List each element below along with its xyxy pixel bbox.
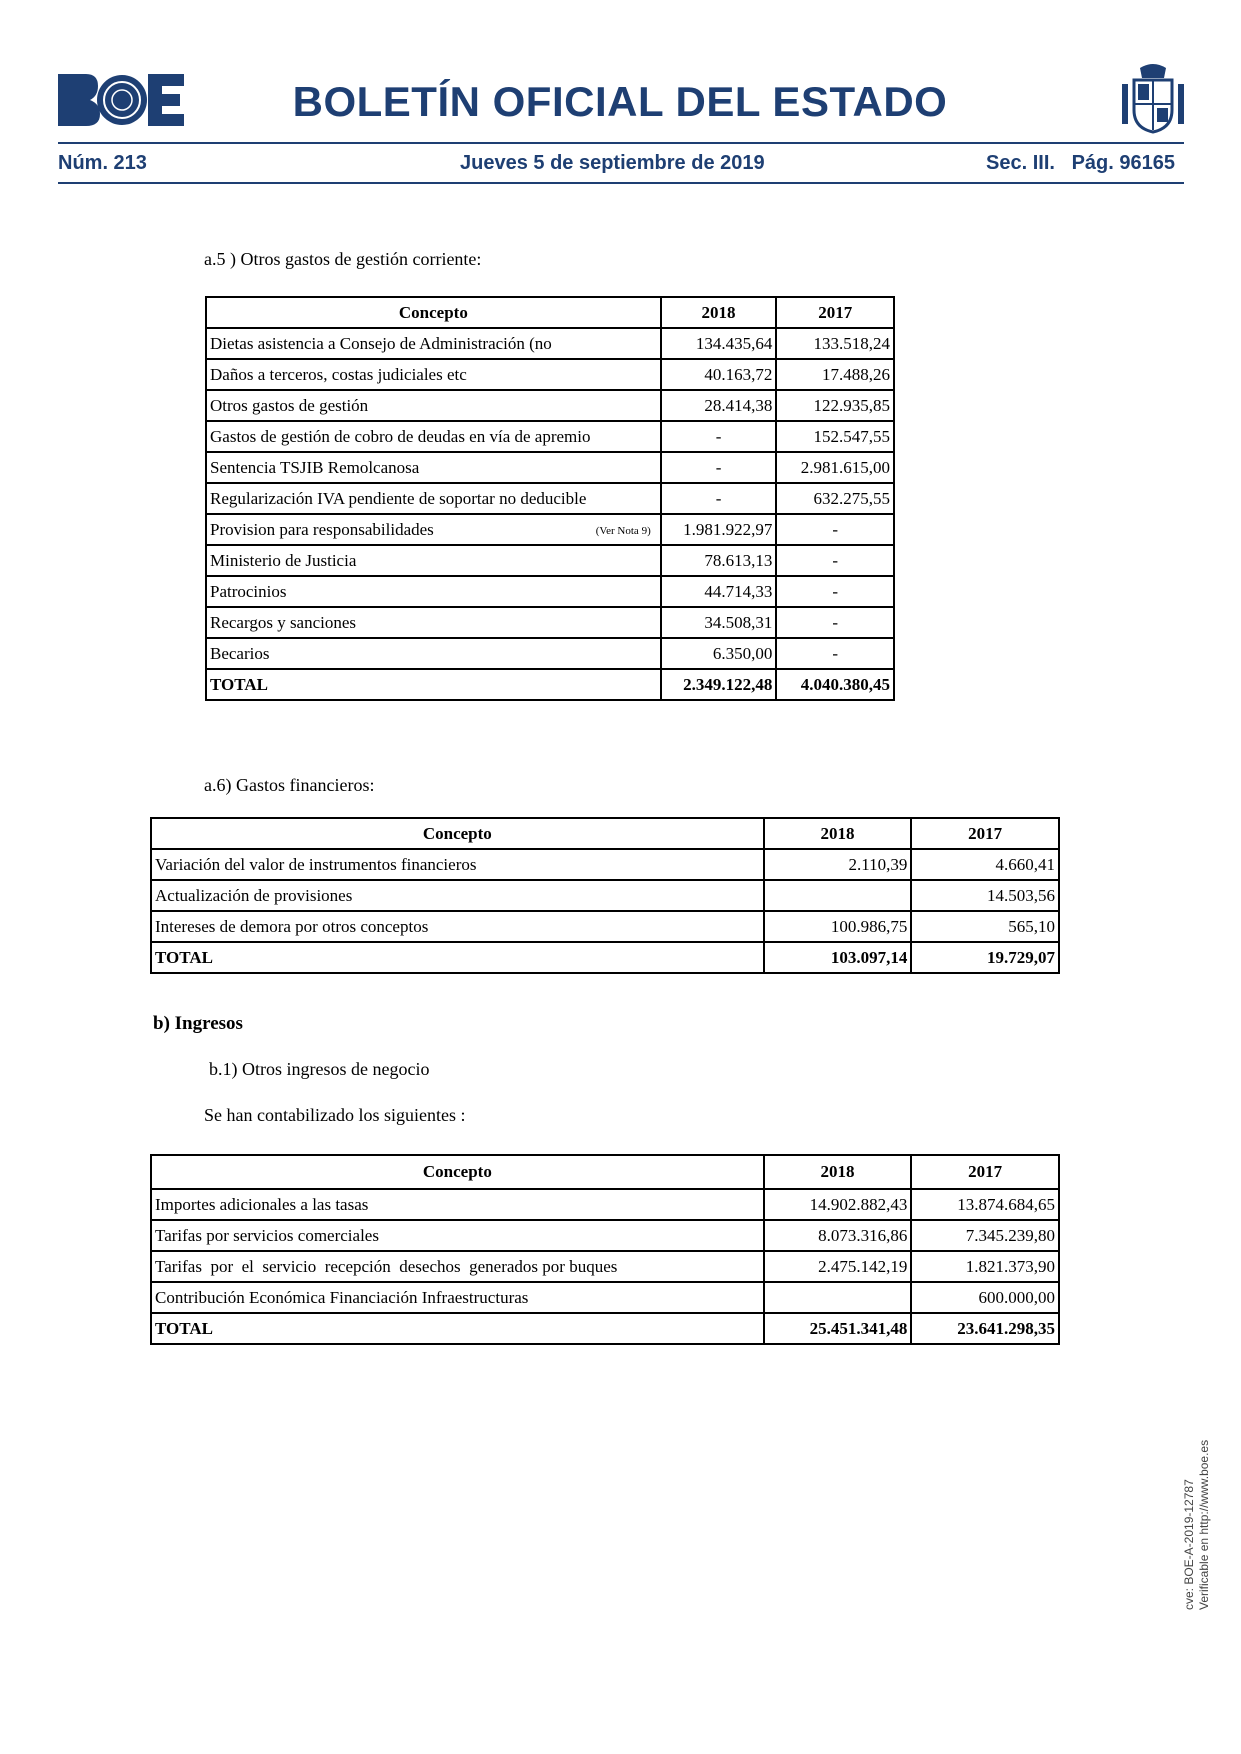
concepto-cell bbox=[206, 483, 661, 514]
value-cell-y2017: 565,10 bbox=[911, 911, 1059, 942]
concepto-label: TOTAL bbox=[210, 674, 268, 694]
column-header: Concepto bbox=[151, 1155, 764, 1189]
table-total-row bbox=[151, 1313, 1059, 1344]
value-cell-y2018: 14.902.882,43 bbox=[764, 1189, 912, 1220]
column-header: 2018 bbox=[764, 1155, 912, 1189]
value-cell-y2017: 133.518,24 bbox=[776, 328, 894, 359]
value-cell-y2018: 2.349.122,48 bbox=[661, 669, 777, 700]
value-cell-y2018: 78.613,13 bbox=[661, 545, 777, 576]
concepto-label: Becarios bbox=[210, 643, 270, 663]
concepto-cell bbox=[206, 452, 661, 483]
table-row bbox=[151, 849, 1059, 880]
concepto-cell bbox=[151, 1220, 764, 1251]
value-cell-y2017: 4.660,41 bbox=[911, 849, 1059, 880]
concepto-label: Dietas asistencia a Consejo de Administración (no bbox=[210, 333, 552, 353]
value-cell-y2017: 152.547,55 bbox=[776, 421, 894, 452]
value-cell-y2017: 14.503,56 bbox=[911, 880, 1059, 911]
concepto-cell bbox=[151, 849, 764, 880]
value-cell-y2017: - bbox=[776, 607, 894, 638]
column-header: Concepto bbox=[206, 297, 661, 328]
issue-number: Núm. 213 bbox=[58, 152, 147, 174]
table-row bbox=[151, 911, 1059, 942]
concepto-label: Recargos y sanciones bbox=[210, 612, 357, 632]
table-total-row bbox=[206, 669, 894, 700]
section-b-heading: b) Ingresos bbox=[153, 1013, 243, 1034]
table-row bbox=[151, 1251, 1059, 1282]
value-cell-y2018: 1.981.922,97 bbox=[661, 514, 777, 545]
value-cell-y2018: 100.986,75 bbox=[764, 911, 912, 942]
table-row bbox=[206, 545, 894, 576]
value-cell-y2017: 17.488,26 bbox=[776, 359, 894, 390]
column-header: 2018 bbox=[661, 297, 777, 328]
concepto-label: Intereses de demora por otros conceptos bbox=[155, 916, 429, 936]
table-row bbox=[206, 638, 894, 669]
concepto-label: Otros gastos de gestión bbox=[210, 395, 369, 415]
concepto-label: Gastos de gestión de cobro de deudas en vía de apremio bbox=[210, 426, 591, 446]
value-cell-y2017: 2.981.615,00 bbox=[776, 452, 894, 483]
header-divider-bottom bbox=[58, 182, 1184, 184]
table-a5 bbox=[205, 296, 895, 701]
verification-note bbox=[1182, 1440, 1212, 1610]
publication-title: BOLETÍN OFICIAL DEL ESTADO bbox=[292, 78, 948, 125]
concepto-label: Regularización IVA pendiente de soportar no deducible bbox=[210, 488, 587, 508]
value-cell-y2017: 4.040.380,45 bbox=[776, 669, 894, 700]
concepto-cell bbox=[206, 421, 661, 452]
concepto-label: Sentencia TSJIB Remolcanosa bbox=[210, 457, 420, 477]
value-cell-y2018: 134.435,64 bbox=[661, 328, 777, 359]
coat-of-arms-icon bbox=[1120, 62, 1186, 134]
concepto-cell bbox=[151, 1313, 764, 1344]
concepto-cell bbox=[206, 576, 661, 607]
value-cell-y2018: 2.475.142,19 bbox=[764, 1251, 912, 1282]
cve-code: cve: BOE-A-2019-12787 bbox=[1182, 1479, 1196, 1610]
value-cell-y2018: 28.414,38 bbox=[661, 390, 777, 421]
table-row bbox=[206, 390, 894, 421]
concepto-label: Provision para responsabilidades bbox=[210, 519, 434, 539]
column-header: 2017 bbox=[911, 1155, 1059, 1189]
value-cell-y2018 bbox=[764, 1282, 912, 1313]
value-cell-y2017: 1.821.373,90 bbox=[911, 1251, 1059, 1282]
value-cell-y2017: 632.275,55 bbox=[776, 483, 894, 514]
verification-url[interactable]: Verificable en http://www.boe.es bbox=[1197, 1439, 1211, 1610]
table-row bbox=[206, 452, 894, 483]
header-divider-top bbox=[58, 142, 1184, 144]
section-b1-heading: b.1) Otros ingresos de negocio bbox=[209, 1059, 430, 1079]
table-row bbox=[151, 1189, 1059, 1220]
table-row bbox=[206, 483, 894, 514]
concepto-cell bbox=[151, 942, 764, 973]
concepto-cell bbox=[206, 669, 661, 700]
value-cell-y2018: 44.714,33 bbox=[661, 576, 777, 607]
concepto-label: Patrocinios bbox=[210, 581, 287, 601]
concepto-cell bbox=[206, 328, 661, 359]
concepto-label: Actualización de provisiones bbox=[155, 885, 353, 905]
concepto-cell bbox=[206, 514, 661, 545]
table-header-row bbox=[206, 297, 894, 328]
value-cell-y2017: 122.935,85 bbox=[776, 390, 894, 421]
value-cell-y2018: - bbox=[661, 452, 777, 483]
concepto-cell bbox=[206, 545, 661, 576]
value-cell-y2018: 25.451.341,48 bbox=[764, 1313, 912, 1344]
table-row bbox=[151, 880, 1059, 911]
concepto-cell bbox=[151, 880, 764, 911]
table-row bbox=[206, 328, 894, 359]
section-a6-heading: a.6) Gastos financieros: bbox=[204, 775, 375, 795]
table-row bbox=[206, 359, 894, 390]
value-cell-y2017: - bbox=[776, 638, 894, 669]
value-cell-y2018: 34.508,31 bbox=[661, 607, 777, 638]
note-reference: (Ver Nota 9) bbox=[595, 524, 651, 537]
concepto-cell bbox=[151, 1282, 764, 1313]
table-row bbox=[206, 607, 894, 638]
value-cell-y2017: 600.000,00 bbox=[911, 1282, 1059, 1313]
value-cell-y2017: - bbox=[776, 514, 894, 545]
column-header: 2018 bbox=[764, 818, 912, 849]
table-a6 bbox=[150, 817, 1060, 974]
value-cell-y2017: - bbox=[776, 576, 894, 607]
concepto-label: Tarifas por el servicio recepción desechos generados por buques bbox=[155, 1256, 618, 1276]
value-cell-y2018: 6.350,00 bbox=[661, 638, 777, 669]
table-row bbox=[206, 576, 894, 607]
table-b1 bbox=[150, 1154, 1060, 1345]
concepto-cell bbox=[151, 1251, 764, 1282]
value-cell-y2017: 13.874.684,65 bbox=[911, 1189, 1059, 1220]
section-b-intro: Se han contabilizado los siguientes : bbox=[204, 1105, 466, 1125]
section-page: Sec. III. Pág. 96165 bbox=[986, 152, 1176, 174]
table-header-row bbox=[151, 1155, 1059, 1189]
concepto-cell bbox=[206, 607, 661, 638]
value-cell-y2018 bbox=[764, 880, 912, 911]
concepto-cell bbox=[206, 638, 661, 669]
table-total-row bbox=[151, 942, 1059, 973]
concepto-cell bbox=[151, 911, 764, 942]
value-cell-y2018: 8.073.316,86 bbox=[764, 1220, 912, 1251]
concepto-label: Tarifas por servicios comerciales bbox=[155, 1225, 379, 1245]
concepto-label: TOTAL bbox=[155, 947, 213, 967]
concepto-cell bbox=[206, 390, 661, 421]
concepto-label: Contribución Económica Financiación Infraestructuras bbox=[155, 1287, 529, 1307]
column-header: Concepto bbox=[151, 818, 764, 849]
concepto-label: Daños a terceros, costas judiciales etc bbox=[210, 364, 467, 384]
value-cell-y2017: 23.641.298,35 bbox=[911, 1313, 1059, 1344]
concepto-label: TOTAL bbox=[155, 1318, 213, 1338]
section-a5-heading: a.5 ) Otros gastos de gestión corriente: bbox=[204, 249, 482, 269]
value-cell-y2017: - bbox=[776, 545, 894, 576]
boe-logo bbox=[58, 74, 184, 126]
concepto-cell bbox=[206, 359, 661, 390]
table-header-row bbox=[151, 818, 1059, 849]
concepto-label: Ministerio de Justicia bbox=[210, 550, 357, 570]
value-cell-y2018: 40.163,72 bbox=[661, 359, 777, 390]
issue-date: Jueves 5 de septiembre de 2019 bbox=[460, 152, 765, 174]
value-cell-y2017: 7.345.239,80 bbox=[911, 1220, 1059, 1251]
value-cell-y2018: - bbox=[661, 483, 777, 514]
column-header: 2017 bbox=[911, 818, 1059, 849]
value-cell-y2018: 2.110,39 bbox=[764, 849, 912, 880]
table-row bbox=[151, 1220, 1059, 1251]
concepto-cell bbox=[151, 1189, 764, 1220]
table-row bbox=[206, 421, 894, 452]
table-row bbox=[206, 514, 894, 545]
concepto-label: Importes adicionales a las tasas bbox=[155, 1194, 369, 1214]
concepto-label: Variación del valor de instrumentos financieros bbox=[155, 854, 477, 874]
column-header: 2017 bbox=[776, 297, 894, 328]
value-cell-y2018: - bbox=[661, 421, 777, 452]
value-cell-y2017: 19.729,07 bbox=[911, 942, 1059, 973]
table-row bbox=[151, 1282, 1059, 1313]
value-cell-y2018: 103.097,14 bbox=[764, 942, 912, 973]
